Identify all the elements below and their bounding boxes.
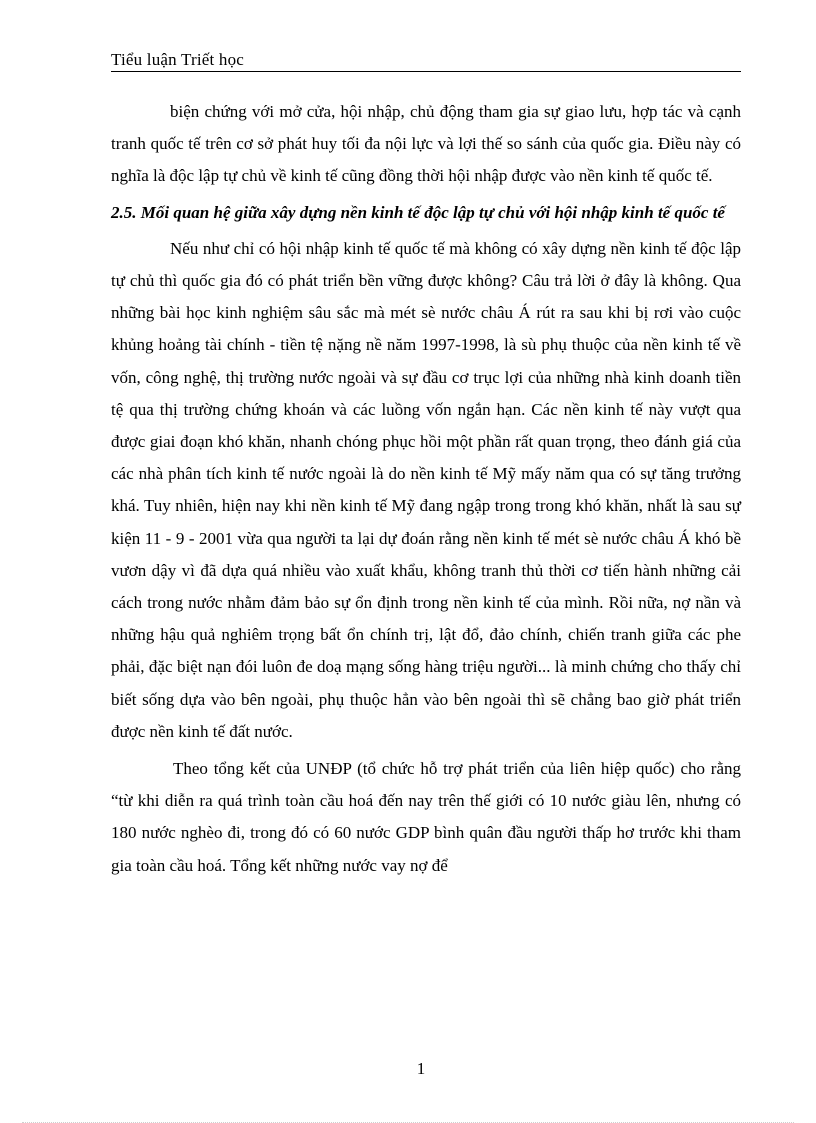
document-header-title: Tiểu luận Triết học: [111, 50, 245, 69]
section-heading: 2.5. Mối quan hệ giữa xây dựng nền kinh tế độc lập tự chủ với hội nhập kinh tế quốc tế: [111, 202, 725, 222]
body-paragraph: Theo tổng kết của UNĐP (tổ chức hỗ trợ phát triển của liên hiệp quốc) cho rằng “từ khi diễn ra quá trình toàn cầu hoá đến nay trên thế giới có 10 nước giàu lên, nhưng có 180 nước nghèo đi, trong đó có 60 nước GDP bình quân đầu người thấp hơ trước khi tham gia toàn cầu hoá. Tổng kết những nước vay nợ để: [111, 759, 741, 875]
body-paragraph: biện chứng với mở cửa, hội nhập, chủ động tham gia sự giao lưu, hợp tác và cạnh tranh quốc tế trên cơ sở phát huy tối đa nội lực và lợi thế so sánh của quốc gia. Điều này có nghĩa là độc lập tự chủ về kinh tế cũng đồng thời hội nhập được vào nền kinh tế quốc tế.: [111, 102, 741, 186]
header-divider: [111, 71, 741, 72]
page-number: 1: [416, 1059, 426, 1078]
document-body: [111, 96, 741, 882]
body-paragraph: Nếu như chỉ có hội nhập kinh tế quốc tế mà không có xây dựng nền kinh tế độc lập tự chủ thì quốc gia đó có phát triển bền vững được không? Câu trả lời ở đây là không. Qua những bài học kinh nghiệm sâu sắc mà mét sè nước châu Á rút ra sau khi bị rơi vào cuộc khủng hoảng tài chính - tiền tệ nặng nề năm 1997-1998, là sù phụ thuộc của nền kinh tế về vốn, công nghệ, thị trường nước ngoài và sự đầu cơ trục lợi của những nhà kinh doanh tiền tệ qua thị trường chứng khoán và các luồng vốn ngắn hạn. Các nền kinh tế này vượt qua được giai đoạn khó khăn, nhanh chóng phục hồi một phần rất quan trọng, theo đánh giá của các nhà phân tích kinh tế nước ngoài là do nền kinh tế Mỹ mấy năm qua có sự tăng trưởng khá. Tuy nhiên, hiện nay khi nền kinh tế Mỹ đang ngập trong trong khó khăn, nhất là sau sự kiện 11 - 9 - 2001 vừa qua người ta lại dự đoán rằng nền kinh tế mét sè nước châu Á khó bề vươn dậy vì đã dựa quá nhiều vào xuất khẩu, không tranh thủ thời cơ tiến hành những cải cách trong nước nhằm đảm bảo sự ổn định trong nền kinh tế của mình. Rồi nữa, nợ nần và những hậu quả nghiêm trọng bất ổn chính trị, lật đổ, đảo chính, chiến tranh giữa các phe phải, đặc biệt nạn đói luôn đe doạ mạng sống hàng triệu người... là minh chứng cho thấy chỉ biết sống dựa vào bên ngoài, phụ thuộc hẳn vào bên ngoài thì sẽ chẳng bao giờ phát triển được nền kinh tế đất nước.: [111, 238, 741, 741]
